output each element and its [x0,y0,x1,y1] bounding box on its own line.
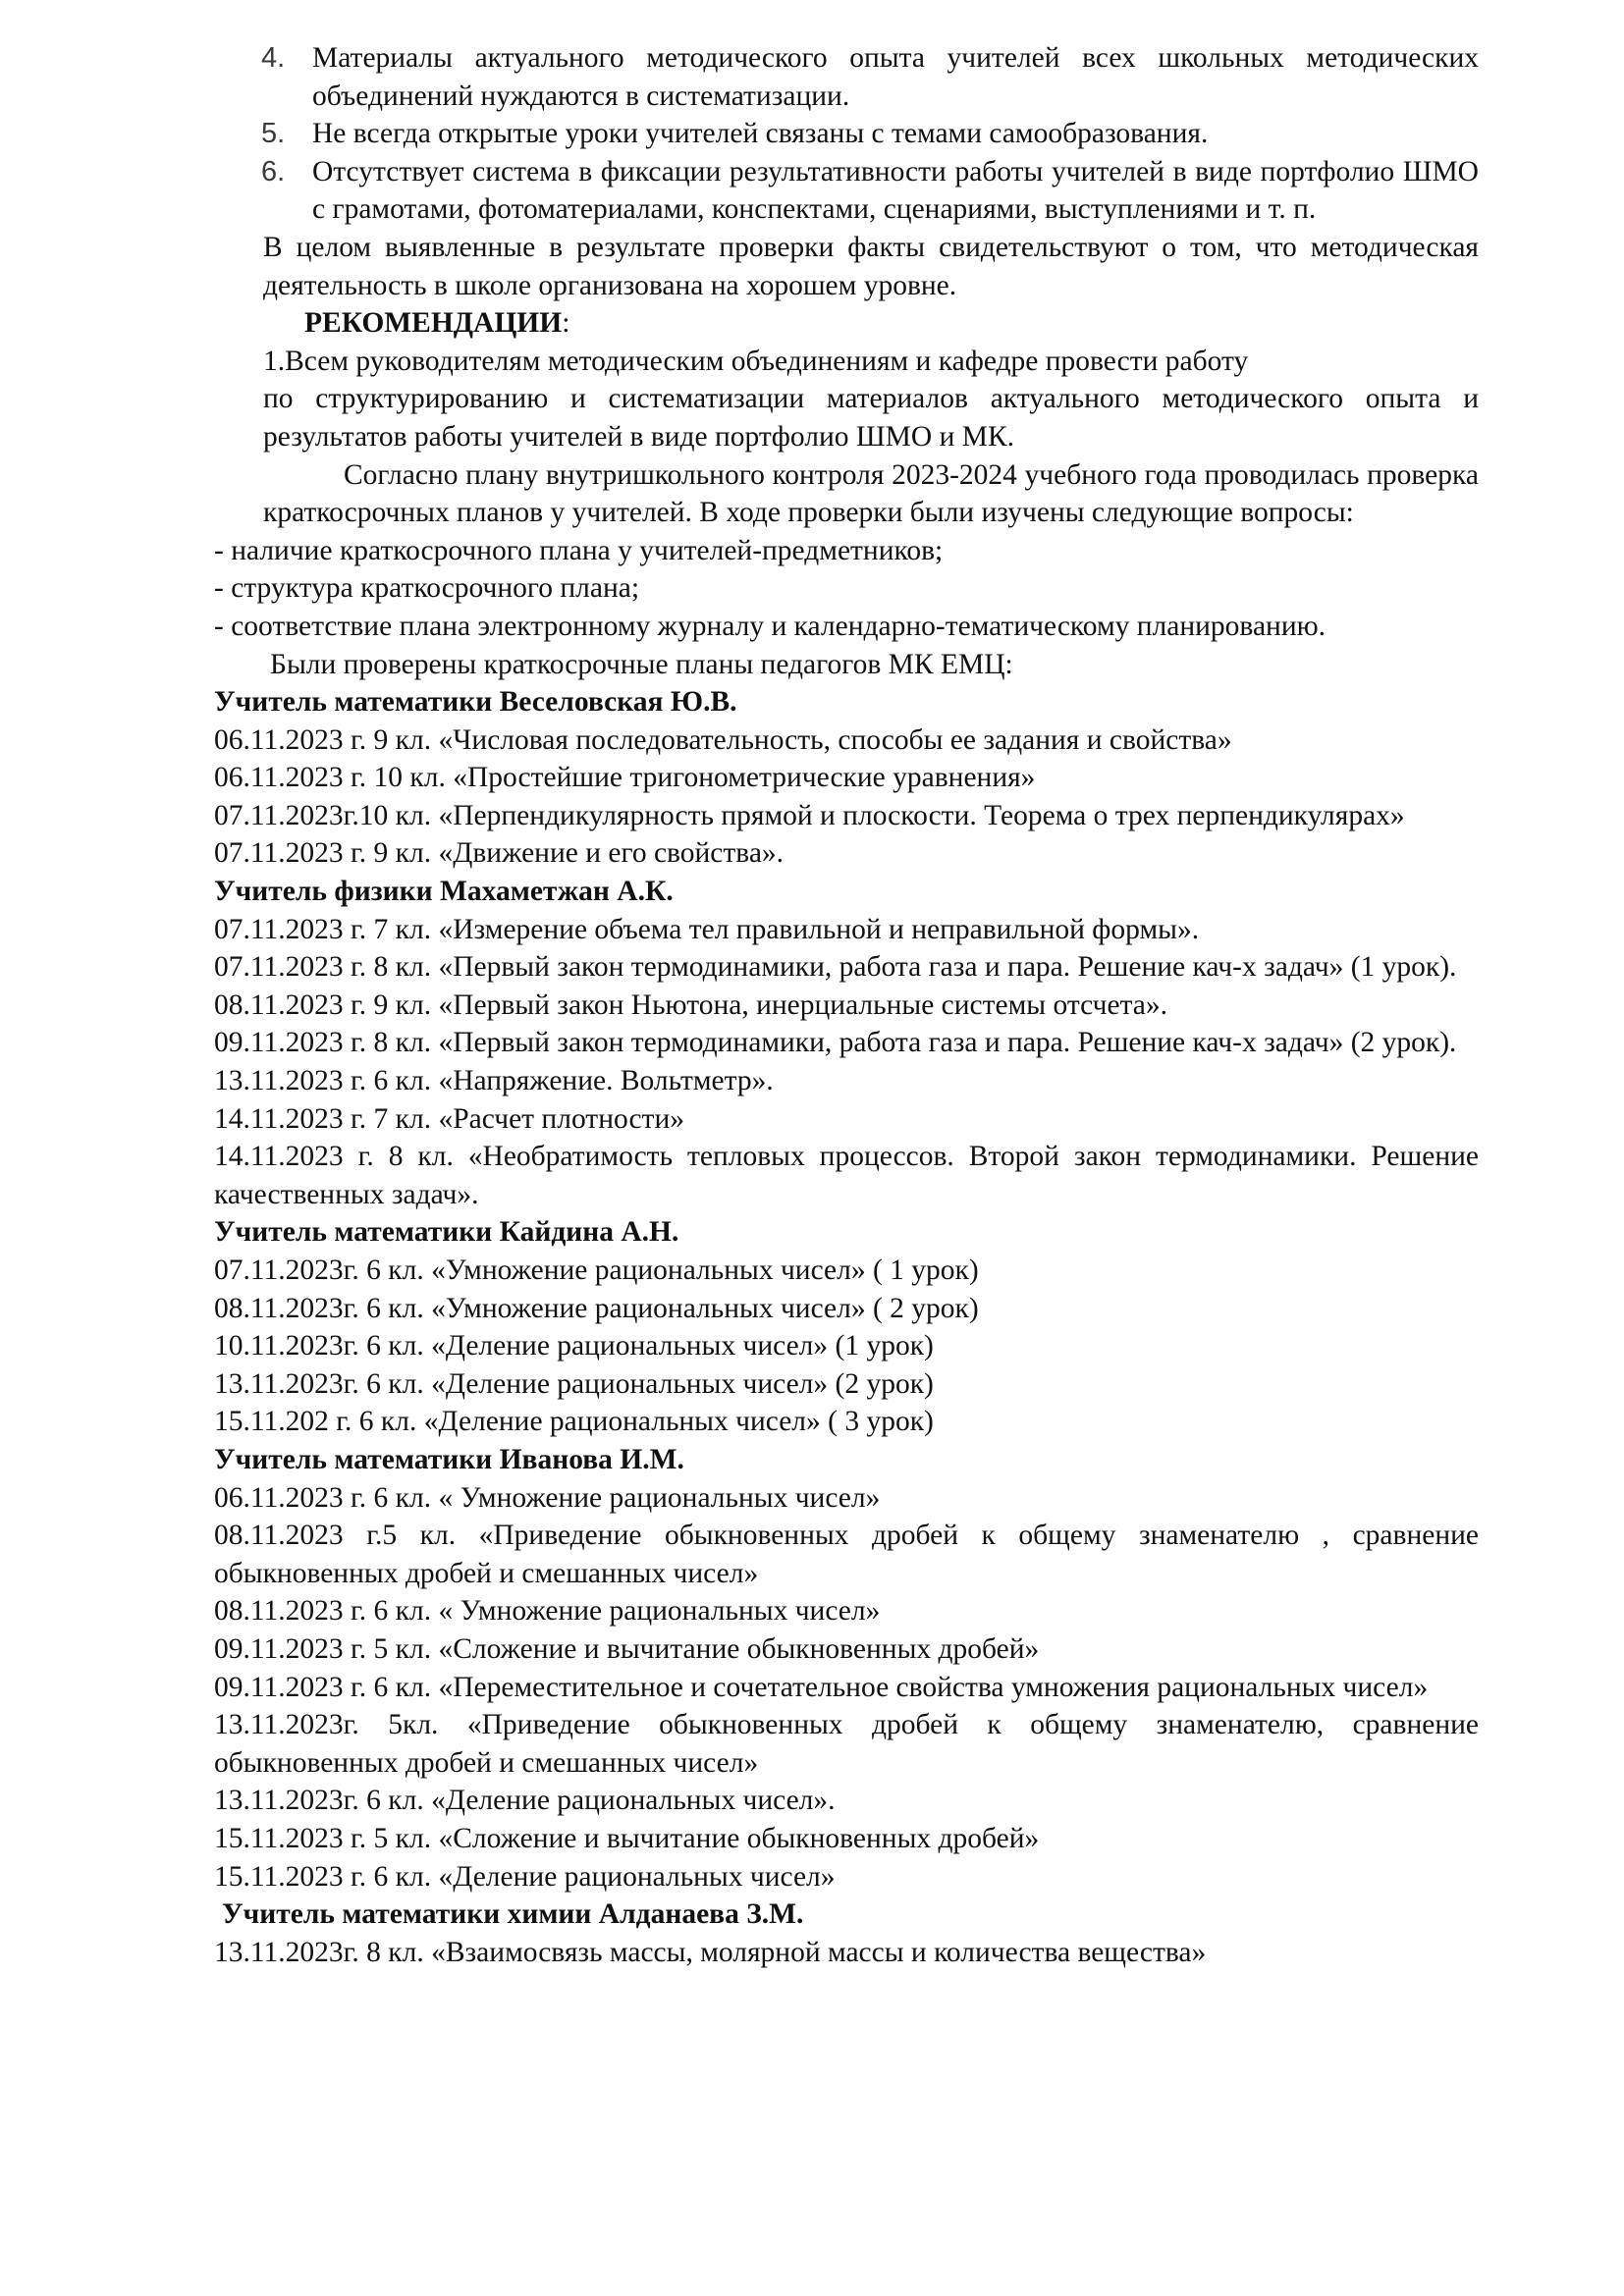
list-number: 5. [261,118,286,150]
questions-list [214,532,1479,646]
lesson-entry: 14.11.2023 г. 8 кл. «Необратимость тепловых процессов. Второй закон термодинамики. Решение качественных задач». [214,1141,1479,1210]
document-body [214,39,1479,1971]
teacher-heading: Учитель математики химии Алданаева З.М. [222,1898,804,1931]
list-item-text: Материалы актуального методического опыта учителей всех школьных методических объединений нуждаются в систематизации. [312,42,1479,112]
lesson-entry: 10.11.2023г. 6 кл. «Деление рациональных чисел» (1 урок) [214,1330,934,1362]
question-item: - наличие краткосрочного плана у учителей-предметников; [214,534,944,566]
teacher-heading: Учитель физики Махаметжан А.К. [214,876,674,908]
lesson-entry: 13.11.2023г. 5кл. «Приведение обыкновенных дробей к общему знаменателю, сравнение обыкновенных дробей и смешанных чисел» [214,1709,1479,1779]
teacher-section [214,1441,1479,1896]
teacher-section [214,873,1479,1213]
list-item-text: Не всегда открытые уроки учителей связаны с темами самообразования. [312,118,1209,150]
lesson-entry: 08.11.2023 г.5 кл. «Приведение обыкновенных дробей к общему знаменателю , сравнение обыкновенных дробей и смешанных чисел» [214,1520,1479,1589]
lesson-entry: 13.11.2023г. 8 кл. «Взаимосвязь массы, молярной массы и количества вещества» [214,1936,1207,1968]
conclusion-paragraph: В целом выявленные в результате проверки факты свидетельствуют о том, что методическая деятельность в школе организована на хорошем уровне. [263,231,1479,301]
lesson-entry: 14.11.2023 г. 7 кл. «Расчет плотности» [214,1102,684,1135]
lesson-entry: 15.11.2023 г. 6 кл. «Деление рациональных чисел» [214,1860,836,1893]
lesson-entry: 06.11.2023 г. 9 кл. «Числовая последовательность, способы ее задания и свойства» [214,723,1232,756]
teacher-heading: Учитель математики Кайдина А.Н. [214,1216,679,1249]
lesson-entry: 13.11.2023 г. 6 кл. «Напряжение. Вольтметр». [214,1065,774,1097]
lesson-entry: 13.11.2023г. 6 кл. «Деление рациональных чисел». [214,1785,836,1817]
lesson-entry: 07.11.2023г. 6 кл. «Умножение рациональных чисел» ( 1 урок) [214,1255,979,1286]
lesson-entry: 08.11.2023г. 6 кл. «Умножение рациональных чисел» ( 2 урок) [214,1292,979,1324]
recommendations-heading [304,304,1479,343]
lesson-entry: 08.11.2023 г. 9 кл. «Первый закон Ньютона, инерциальные системы отсчета». [214,988,1168,1021]
lesson-entry: 09.11.2023 г. 8 кл. «Первый закон термодинамики, работа газа и пара. Решение кач-х задач» (2 урок). [214,1027,1457,1059]
list-number: 4. [261,42,286,74]
findings-item-5 [214,115,1479,153]
recommendation-line-2: по структурированию и систематизации материалов актуального методического опыта и результатов работы учителей в виде портфолио ШМО и МК. [263,383,1479,453]
recommendations-colon: : [562,307,570,340]
findings-list [214,39,1479,229]
findings-item-4 [214,39,1479,115]
lesson-entry: 08.11.2023 г. 6 кл. « Умножение рациональных чисел» [214,1595,881,1628]
question-item: - соответствие плана электронному журналу и календарно-тематическому планированию. [214,610,1326,642]
control-paragraph: Согласно плану внутришкольного контроля 2023-2024 учебного года проводилась проверка краткосрочных планов у учителей. В ходе проверки были изучены следующие вопросы: [263,458,1479,529]
checked-plans-intro: Были проверены краткосрочные планы педагогов МК ЕМЦ: [270,648,1013,680]
lesson-entry: 07.11.2023 г. 8 кл. «Первый закон термодинамики, работа газа и пара. Решение кач-х задач» (1 урок). [214,951,1457,984]
lesson-entry: 06.11.2023 г. 6 кл. « Умножение рациональных чисел» [214,1481,881,1514]
teacher-section [214,683,1479,873]
recommendations-title: РЕКОМЕНДАЦИИ [304,307,563,340]
lesson-entry: 15.11.2023 г. 5 кл. «Сложение и вычитание обыкновенных дробей» [214,1822,1040,1854]
teacher-section [214,1213,1479,1441]
lesson-entry: 09.11.2023 г. 6 кл. «Переместительное и сочетательное свойства умножения рациональных чисел» [214,1671,1429,1703]
recommendation-item-1 [263,343,1479,456]
list-item-text: Отсутствует система в фиксации результативности работы учителей в виде портфолио ШМО с грамотами, фотоматериалами, конспектами, сценариями, выступлениями и т. п. [312,155,1479,226]
question-item: - структура краткосрочного плана; [214,572,640,605]
lesson-entry: 07.11.2023 г. 7 кл. «Измерение объема тел правильной и неправильной формы». [214,913,1200,945]
lesson-entry: 15.11.202 г. 6 кл. «Деление рациональных чисел» ( 3 урок) [214,1406,934,1438]
lesson-entry: 07.11.2023г.10 кл. «Перпендикулярность прямой и плоскости. Теорема о трех перпендикулярах» [214,799,1405,831]
findings-item-6 [214,153,1479,229]
lesson-entry: 09.11.2023 г. 5 кл. «Сложение и вычитание обыкновенных дробей» [214,1632,1040,1665]
recommendation-line-1: 1.Всем руководителям методическим объединениям и кафедре провести работу [263,345,1249,377]
lesson-entry: 06.11.2023 г. 10 кл. «Простейшие тригонометрические уравнения» [214,762,1036,794]
lesson-entry: 07.11.2023 г. 9 кл. «Движение и его свойства». [214,837,785,870]
teacher-heading: Учитель математики Иванова И.М. [214,1443,684,1475]
lesson-entry: 13.11.2023г. 6 кл. «Деление рациональных чисел» (2 урок) [214,1367,934,1400]
list-number: 6. [261,155,286,187]
teacher-heading: Учитель математики Веселовская Ю.В. [214,686,737,719]
teacher-section [214,1896,1479,1971]
